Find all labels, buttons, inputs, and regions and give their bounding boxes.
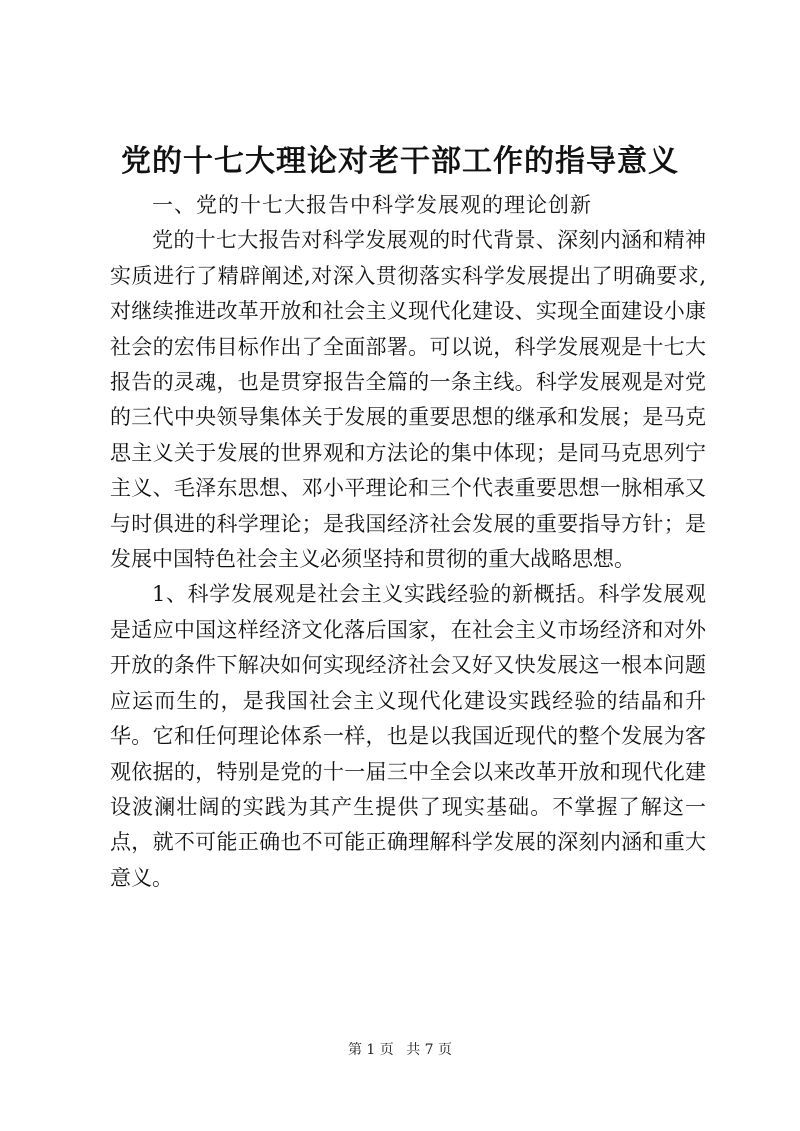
body-paragraph: 1、科学发展观是社会主义实践经验的新概括。科学发展观是适应中国这样经济文化落后国家，在社会主义市场经济和对外开放的条件下解决如何实现经济社会又好又快发展这一根本问题应运而生的，是我国社会主义现代化建设实践经验的结晶和升华。它和任何理论体系一样，也是以我国近现代的整个发展为客观依据的，特别是党的十一届三中全会以来改革开放和现代化建设波澜壮阔的实践为其产生提供了现实基础。不掌握了解这一点，就不可能正确也不可能正确理解科学发展的深刻内涵和重大意义。 xyxy=(110,582,706,890)
document-body xyxy=(110,188,706,896)
document-title: 党的十七大理论对老干部工作的指导意义 xyxy=(121,144,679,179)
page-total: 共 7 页 xyxy=(406,1042,453,1058)
page-footer xyxy=(0,1040,800,1060)
page-number: 第 1 页 xyxy=(347,1042,394,1058)
body-paragraph: 党的十七大报告对科学发展观的时代背景、深刻内涵和精神实质进行了精辟阐述,对深入贯彻落实科学发展提出了明确要求,对继续推进改革开放和社会主义现代化建设、实现全面建设小康社会的宏伟目标作出了全面部署。可以说，科学发展观是十七大报告的灵魂，也是贯穿报告全篇的一条主线。科学发展观是对党的三代中央领导集体关于发展的重要思想的继承和发展；是马克思主义关于发展的世界观和方法论的集中体现；是同马克思列宁主义、毛泽东思想、邓小平理论和三个代表重要思想一脉相承又与时俱进的科学理论；是我国经济社会发展的重要指导方针；是发展中国特色社会主义必须坚持和贯彻的重大战略思想。 xyxy=(110,228,706,572)
section-heading: 一、党的十七大报告中科学发展观的理论创新 xyxy=(152,193,592,217)
